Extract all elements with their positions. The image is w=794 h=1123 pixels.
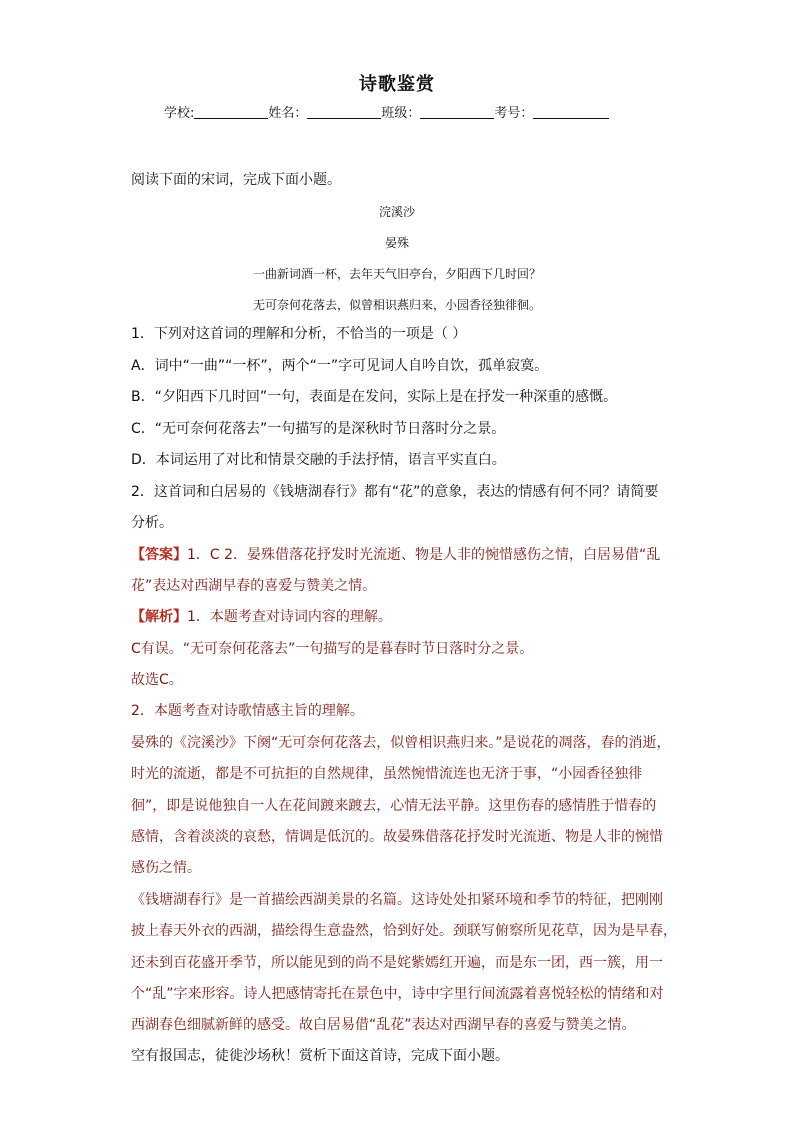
analysis-line-2: C有误。“无可奈何花落去”一句描写的是暮春时节日落时分之景。 (131, 641, 534, 657)
class-label: 班级： (381, 106, 421, 121)
paragraph-1-line-5: 感伤之情。 (131, 860, 201, 876)
closing-text: 空有报国志，徒徙沙场秋！赏析下面这首诗，完成下面小题。 (131, 1048, 509, 1064)
poem-line-1: 一曲新词酒一杯，去年天气旧亭台，夕阳西下几时回？ (252, 267, 541, 281)
question-2-line-2: 分析。 (131, 515, 173, 531)
question-2-line-1: 2．这首词和白居易的《钱塘湖春行》都有“花”的意象，表达的情感有何不同？请简要 (131, 484, 659, 500)
page-title: 诗歌鉴赏 (359, 74, 435, 95)
paragraph-2-line-5: 西湖春色细腻新鲜的感受。故白居易借“乱花”表达对西湖早春的喜爱与赞美之情。 (131, 1017, 636, 1033)
question-1: 1．下列对这首词的理解和分析，不恰当的一项是（ ） (131, 326, 467, 342)
paragraph-2-line-3: 还未到百花盛开季节，所以能见到的尚不是姹紫嫣红开遍，而是东一团，西一簇，用一 (131, 955, 663, 971)
analysis-line-4: 2．本题考查对诗歌情感主旨的理解。 (131, 703, 364, 719)
paragraph-1-line-4: 感情，含着淡淡的哀愁，情调是低沉的。故晏殊借落花抒发时光流逝、物是人非的惋惜 (131, 829, 663, 845)
intro-text: 阅读下面的宋词，完成下面小题。 (131, 172, 341, 188)
option-c: C．“无可奈何花落去”一句描写的是深秋时节日落时分之景。 (131, 421, 506, 437)
paragraph-1-line-2: 时光的流逝，都是不可抗拒的自然规律，虽然惋惜流连也无济于事，“小园香径独徘 (131, 766, 643, 782)
student-info-line (164, 102, 609, 121)
option-a: A．词中“一曲”“一杯”，两个“一”字可见词人自吟自饮，孤单寂寞。 (131, 358, 549, 374)
analysis-line-3: 故选C。 (131, 672, 183, 688)
option-d: D．本词运用了对比和情景交融的手法抒情，语言平实直白。 (131, 452, 506, 468)
answer-line-2: 花”表达对西湖早春的喜爱与赞美之情。 (131, 578, 377, 594)
answer-tag: 【答案】 (131, 547, 187, 563)
class-blank (420, 104, 494, 119)
name-label: 姓名： (268, 106, 308, 121)
paragraph-2-line-4: 个“乱”字来形容。诗人把感情寄托在景色中，诗中字里行间流露着喜悦轻松的情绪和对 (131, 986, 664, 1002)
number-blank (533, 104, 609, 119)
analysis-tag: 【解析】 (131, 609, 187, 625)
answer-text-1: 1．C 2．晏殊借落花抒发时光流逝、物是人非的惋惜感伤之情，白居易借“乱 (187, 547, 661, 563)
poem-title: 浣溪沙 (378, 205, 415, 219)
paragraph-1-line-1: 晏殊的《浣溪沙》下阕“无可奈何花落去，似曾相识燕归来。”是说花的凋落，春的消逝， (131, 735, 671, 751)
paragraph-1-line-3: 徊”，即是说他独自一人在花间踱来踱去，心情无法平静。这里伤春的感情胜于惜春的 (131, 798, 657, 814)
name-blank (307, 104, 381, 119)
option-b: B．“夕阳西下几时回”一句，表面是在发问，实际上是在抒发一种深重的感慨。 (131, 389, 618, 405)
number-label: 考号： (494, 106, 534, 121)
analysis-text-1: 1．本题考查对诗词内容的理解。 (187, 609, 392, 625)
paragraph-2-line-1: 《钱塘湖春行》是一首描绘西湖美景的名篇。这诗处处扣紧环境和季节的特征，把刚刚 (131, 892, 663, 908)
school-label: 学校: (164, 106, 195, 121)
paragraph-2-line-2: 披上春天外衣的西湖，描绘得生意盎然，恰到好处。颈联写俯察所见花草，因为是早春， (131, 923, 677, 939)
poem-line-2: 无可奈何花落去，似曾相识燕归来，小园香径独徘徊。 (252, 298, 541, 312)
analysis-line-1 (131, 607, 392, 627)
answer-line-1 (131, 545, 660, 565)
school-blank (194, 104, 268, 119)
poem-author: 晏殊 (384, 236, 409, 250)
